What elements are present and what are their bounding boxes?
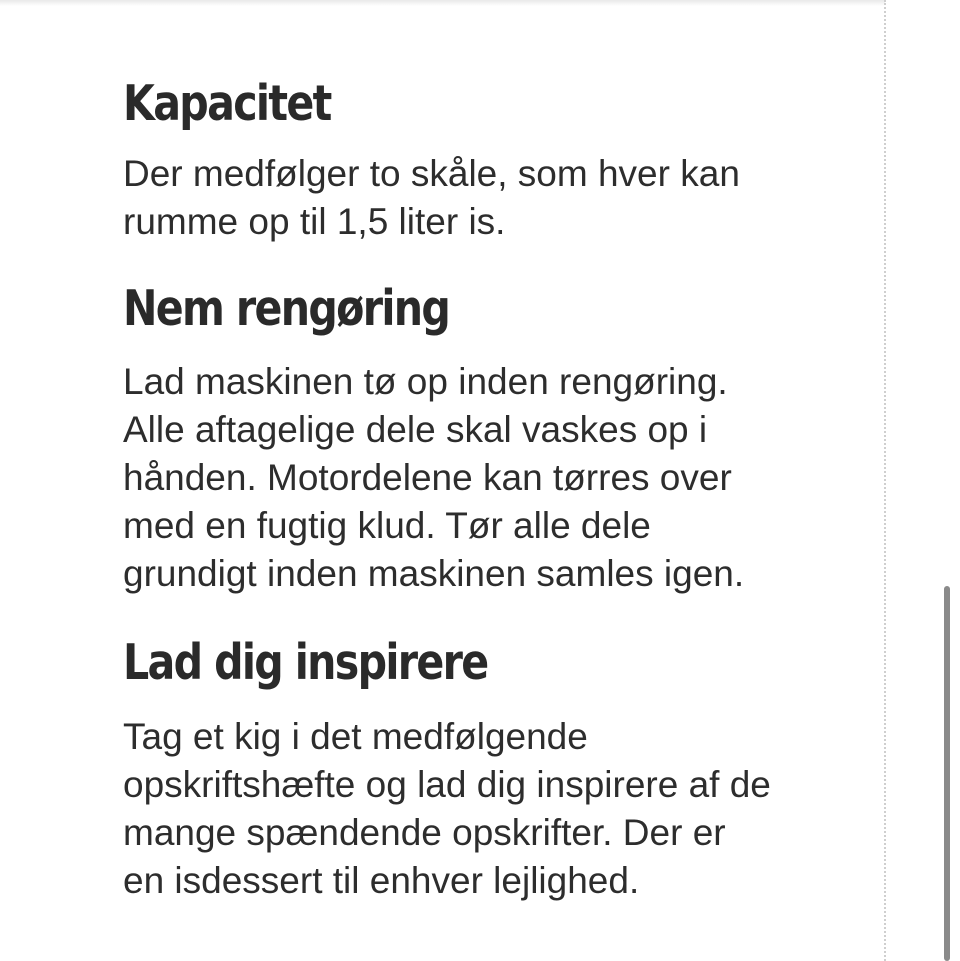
section-easy-cleaning xyxy=(123,273,853,598)
section-title-easy-cleaning: Nem rengøring xyxy=(123,280,450,337)
text-line: Der medfølger to skåle, som hver kan xyxy=(123,153,740,194)
text-line: en isdessert til enhver lejlighed. xyxy=(123,860,640,901)
scrollbar-thumb[interactable] xyxy=(944,586,950,961)
section-text-easy-cleaning xyxy=(123,358,853,598)
section-capacity xyxy=(123,68,853,246)
text-line: Lad maskinen tø op inden rengøring. xyxy=(123,361,728,402)
section-text-get-inspired xyxy=(123,713,853,905)
section-title-get-inspired: Lad dig inspirere xyxy=(123,634,488,691)
top-edge-shadow xyxy=(0,0,885,6)
text-line: hånden. Motordelene kan tørres over xyxy=(123,457,732,498)
text-line: Tag et kig i det medfølgende xyxy=(123,716,588,757)
product-description xyxy=(123,68,853,905)
text-line: opskriftshæfte og lad dig inspirere af de xyxy=(123,764,771,805)
section-text-capacity xyxy=(123,150,853,246)
text-line: Alle aftagelige dele skal vaskes op i xyxy=(123,409,708,450)
text-line: grundigt inden maskinen samles igen. xyxy=(123,553,745,594)
section-get-inspired xyxy=(123,627,853,905)
text-line: med en fugtig klud. Tør alle dele xyxy=(123,505,651,546)
section-title-capacity: Kapacitet xyxy=(123,75,331,132)
text-line: mange spændende opskrifter. Der er xyxy=(123,812,726,853)
text-line: rumme op til 1,5 liter is. xyxy=(123,201,506,242)
column-divider xyxy=(884,0,886,961)
